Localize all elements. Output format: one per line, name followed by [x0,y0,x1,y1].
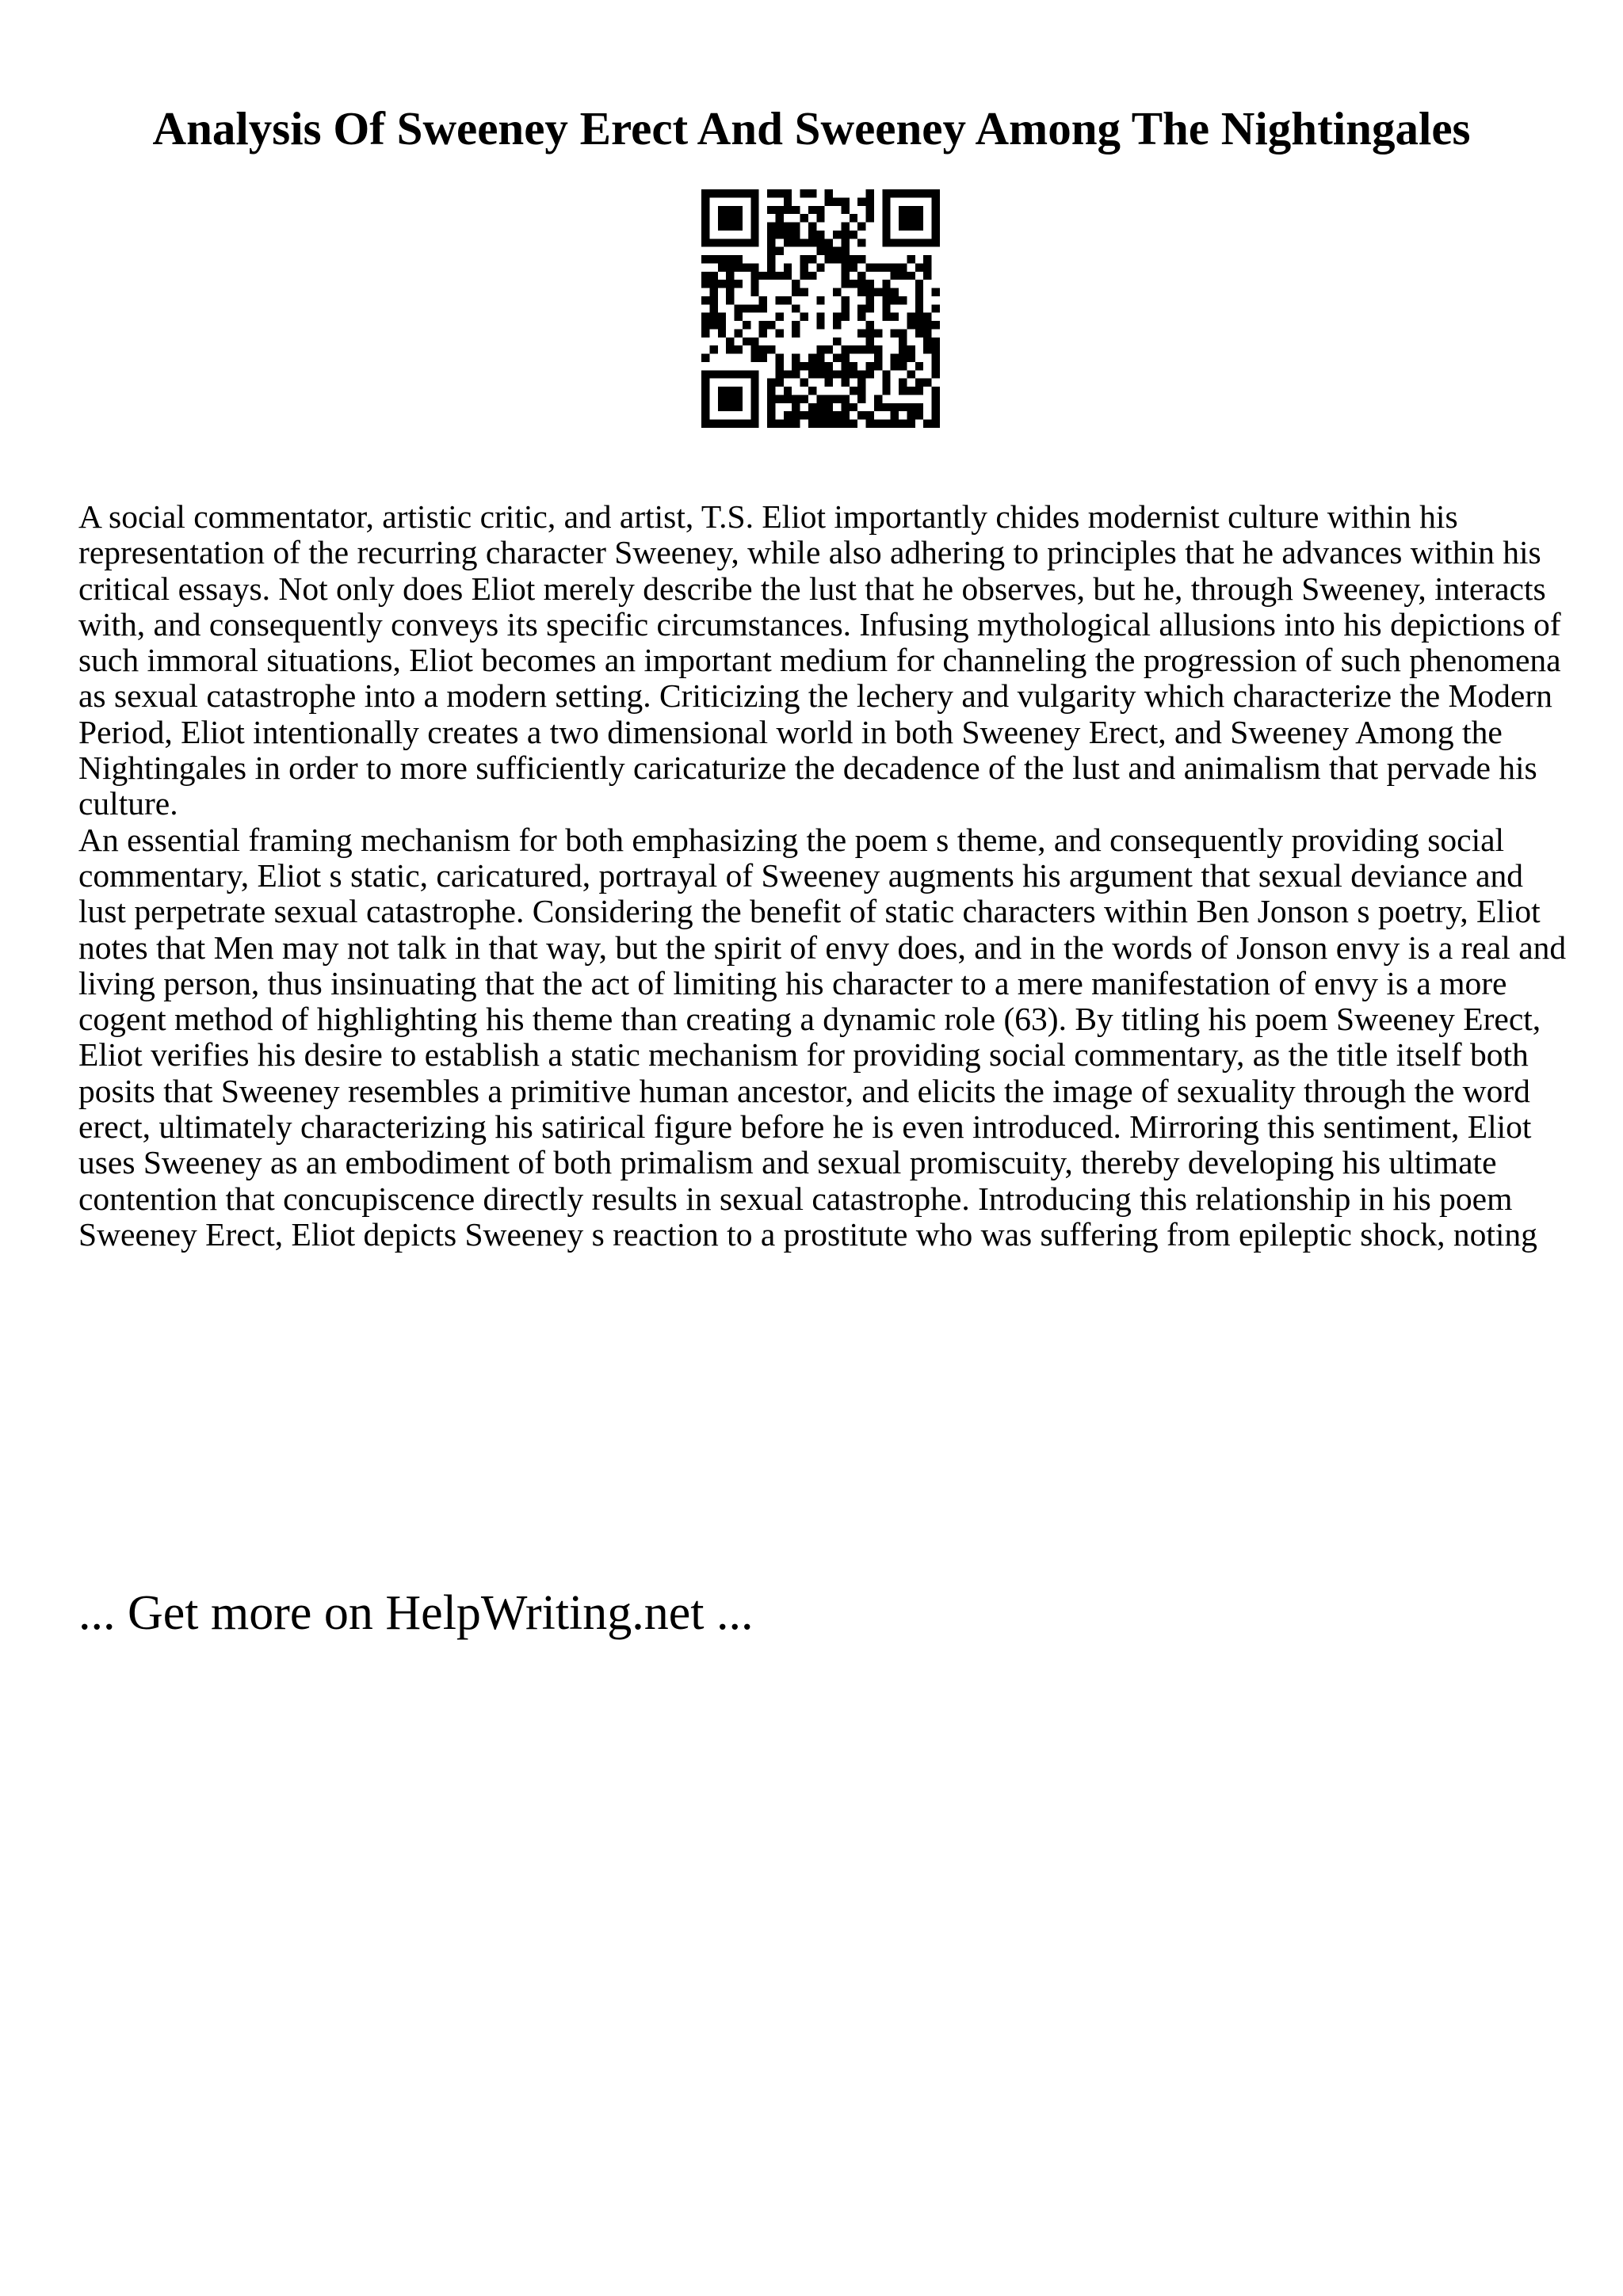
paragraph: A social commentator, artistic critic, and artist, T.S. Eliot importantly chides modernist culture within his representation of the recurring character Sweeney, while also adhering to principles that he advances within his critical essays. Not only does Eliot merely describe the lust that he observes, but he, through Sweeney, interacts with, and consequently conveys its specific circumstances. Infusing mythological allusions into his depictions of such immoral situations, Eliot becomes an important medium for channeling the progression of such phenomena as sexual catastrophe into a modern setting. Criticizing the lechery and vulgarity which characterize the Modern Period, Eliot intentionally creates a two dimensional world in both Sweeney Erect, and Sweeney Among the Nightingales in order to more sufficiently caricaturize the decadence of the lust and animalism that pervade his culture. [78,498,1561,822]
article-body [78,499,1568,1253]
paragraph: An essential framing mechanism for both emphasizing the poem s theme, and consequently providing social commentary, Eliot s static, caricatured, portrayal of Sweeney augments his argument that sexual deviance and lust perpetrate sexual catastrophe. Considering the benefit of static characters within Ben Jonson s poetry, Eliot notes that Men may not talk in that way, but the spirit of envy does, and in the words of Jonson envy is a real and living person, thus insinuating that the act of limiting his character to a mere manifestation of envy is a more cogent method of highlighting his theme than creating a dynamic role (63). By titling his poem Sweeney Erect, Eliot verifies his desire to establish a static mechanism for providing social commentary, as the title itself both posits that Sweeney resembles a primitive human ancestor, and elicits the image of sexuality through the word erect, ultimately characterizing his satirical figure before he is even introduced. Mirroring this sentiment, Eliot uses Sweeney as an embodiment of both primalism and sexual promiscuity, thereby developing his ultimate contention that concupiscence directly results in sexual catastrophe. Introducing this relationship in his poem Sweeney Erect, Eliot depicts Sweeney s reaction to a prostitute who was suffering from epileptic shock, noting [78,821,1567,1253]
get-more-link[interactable]: ... Get more on HelpWriting.net ... [78,1586,754,1640]
qr-code-icon [701,189,940,428]
document-title: Analysis Of Sweeney Erect And Sweeney Among The Nightingales [152,102,1471,154]
